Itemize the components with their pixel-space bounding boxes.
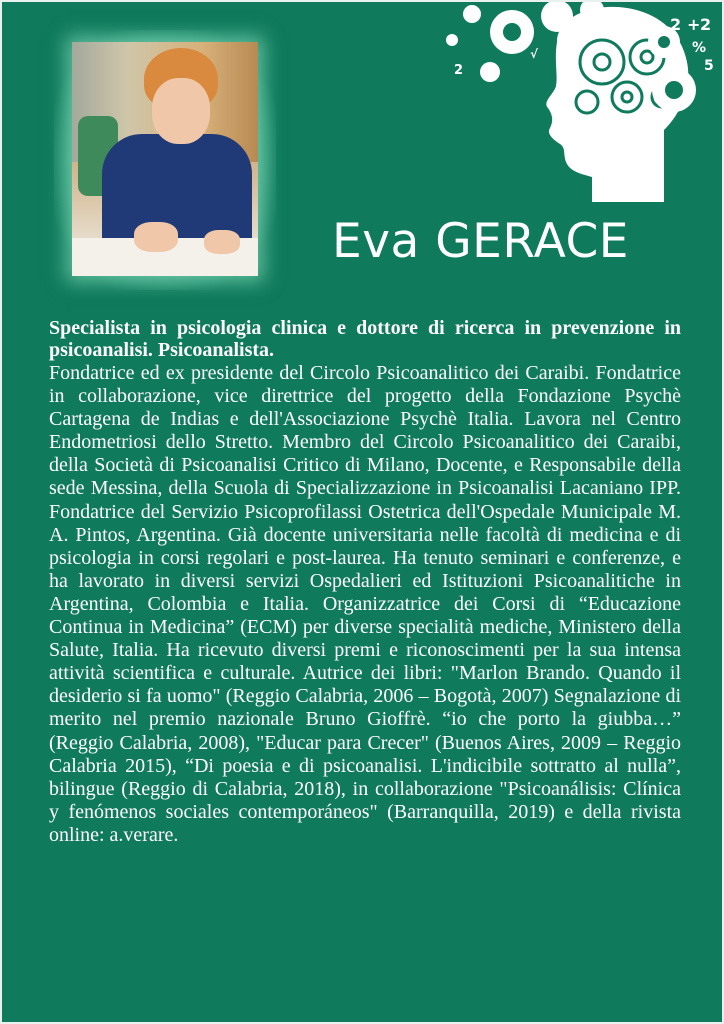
- bio-text: Fondatrice ed ex presidente del Circolo Psicoanalitico dei Caraibi. Fondatrice in collaborazione, vice direttrice del progetto della Fondazione Psychè Cartagena de Indias e dell'Associazione Psychè Italia. Lavora nel Centro Endometriosi dello Stretto. Membro del Circolo Psicoanalitico dei Caraibi, della Società di Psicoanalisi Critico di Milano, Docente, e Responsabile della sede Messina, della Scuola di Specializzazione in Psicoanalisi Lacaniano IPP. Fondatrice del Servizio Psicoprofilassi Ostetrica dell'Ospedale Municipale M. A. Pintos, Argentina. Già docente universitaria nelle facoltà di medicina e di psicologia in corsi regolari e post-laurea. Ha tenuto seminari e conferenze, e ha lavorato in diversi servizi Ospedalieri ed Istituzioni Psicoanalitiche in Argentina, Colombia e Italia. Organizzatrice dei Corsi di “Educazione Continua in Medicina” (ECM) per diverse specialità mediche, Ministero della Salute, Italia. Ha ricevuto diversi premi e riconoscimenti per la sua intensa attività scientifica e culturale. Autrice dei libri: "Marlon Brando. Quando il desiderio si fa uomo" (Reggio Calabria, 2006 – Bogotà, 2007) Segnalazione di merito nel premio nazionale Bruno Gioffrè. “io che porto la giubba…” (Reggio Calabria, 2008), "Educar para Crecer" (Buenos Aires, 2009 – Reggio Calabria 2015), “Di poesia e di psicoanalisi. L'indicibile sottratto al nulla”, bilingue (Reggio di Calabria, 2018), in collaborazione "Psicoanálisis: Clínica y fenómenos sociales contemporáneos" (Barranquilla, 2019) e della rivista online: a.verare.: [49, 362, 681, 846]
- math-glyph: %: [692, 40, 707, 56]
- math-glyph: 2: [670, 15, 682, 34]
- math-glyph: 2: [454, 63, 464, 78]
- headline-text: Specialista in psicologia clinica e dottore di ricerca in prevenzione in psicoanalisi. Psicoanalista.: [49, 317, 681, 361]
- thinking-head-icon: [442, 2, 724, 212]
- person-name: Eva GERACE: [332, 214, 629, 269]
- bio-section: [49, 317, 681, 847]
- math-glyph: +: [687, 15, 701, 34]
- math-glyph: 5: [704, 58, 714, 74]
- math-glyph: √: [530, 47, 539, 61]
- portrait-photo: [72, 42, 258, 276]
- math-glyph: 2: [700, 15, 712, 34]
